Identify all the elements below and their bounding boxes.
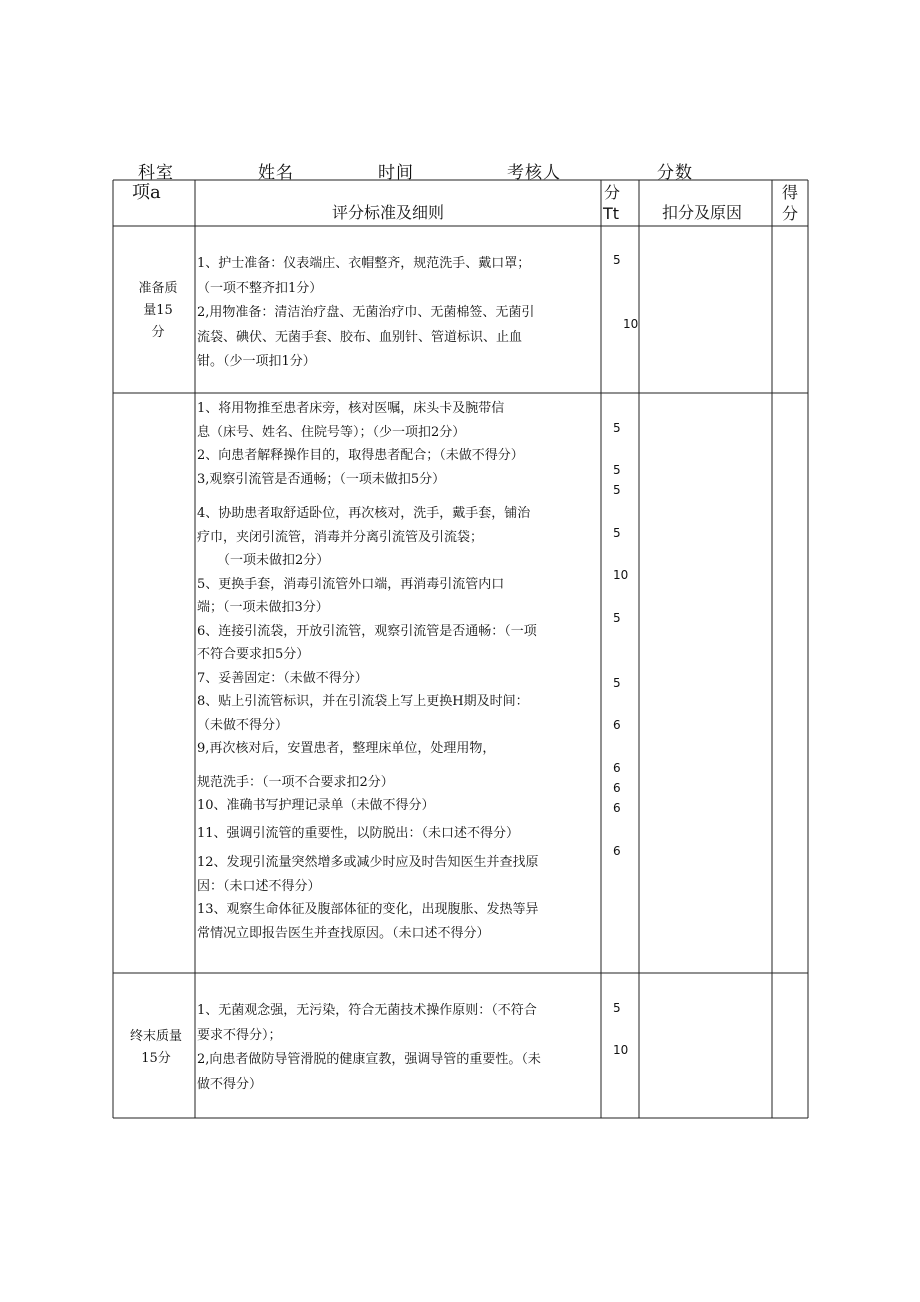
process-points: 5	[613, 611, 621, 625]
time-label: 时间	[378, 163, 414, 183]
criteria-line: 3,观察引流管是否通畅；（一项未做扣5分）	[197, 471, 446, 487]
criteria-line: 因：（未口述不得分）	[197, 878, 321, 894]
process-points: 6	[613, 801, 621, 815]
name-label: 姓名	[258, 163, 294, 183]
criteria-line: 1、无菌观念强，无污染，符合无菌技术操作原则：（不符合	[197, 1003, 537, 1018]
criteria-line: 12、发现引流量突然增多或减少时应及时告知医生并查找原	[197, 855, 539, 870]
got-header-bottom: 分	[782, 204, 799, 223]
points-header-bottom: Tt	[603, 204, 620, 223]
criteria-line: 要求不得分）；	[197, 1027, 282, 1043]
prep-points: 5	[613, 253, 621, 267]
prep-category-line: 量15	[143, 303, 173, 318]
prep-category	[118, 278, 198, 344]
criteria-line: 11、强调引流管的重要性，以防脱出：（未口述不得分）	[197, 825, 520, 841]
deduction-header: 扣分及原因	[662, 203, 743, 222]
criteria-line: 9,再次核对后，安置患者，整理床单位，处理用物，	[197, 741, 496, 756]
process-points: 5	[613, 676, 621, 690]
criteria-line: 钳。（少一项扣1分）	[197, 354, 316, 369]
criteria-line: 流袋、碘伏、无菌手套、胶布、血别针、管道标识、止血	[197, 329, 523, 345]
process-points: 10	[613, 568, 629, 582]
criteria-line: 做不得分）	[197, 1076, 263, 1092]
criteria-line: 4、协助患者取舒适卧位，再次核对，洗手，戴手套，铺治	[197, 506, 531, 521]
examiner-label: 考核人	[507, 163, 561, 183]
criteria-line: 10、准确书写护理记录单（未做不得分）	[197, 798, 435, 813]
process-points: 5	[613, 483, 621, 497]
criteria-line: 2,向患者做防导管滑脱的健康宣教，强调导管的重要性。（未	[197, 1052, 541, 1067]
criteria-line: 常情况立即报告医生并查找原因。（未口述不得分）	[197, 925, 490, 941]
process-points: 5	[613, 421, 621, 435]
process-points: 5	[613, 526, 621, 540]
process-points: 6	[613, 761, 621, 775]
process-criteria	[197, 397, 539, 945]
criteria-line: （一项未做扣2分）	[217, 553, 330, 568]
criteria-line: 1、将用物推至患者床旁，核对医嘱，床头卡及腕带信	[197, 401, 505, 416]
final-points: 10	[613, 1043, 629, 1057]
process-points: 5	[613, 463, 621, 477]
criteria-line: （一项不整齐扣1分）	[197, 280, 323, 296]
criteria-line: 5、更换手套，消毒引流管外口端，再消毒引流管内口	[197, 576, 505, 592]
criteria-header: 评分标准及细则	[332, 203, 445, 222]
score-label: 分数	[657, 163, 693, 183]
criteria-line: 6、连接引流袋，开放引流管，观察引流管是否通畅：（一项	[197, 623, 537, 639]
final-category-line: 15分	[141, 1051, 171, 1066]
prep-category-line: 准备质	[138, 281, 178, 296]
prep-category-line: 分	[151, 325, 165, 340]
points-header-top: 分	[604, 183, 621, 202]
criteria-line: 13、观察生命体征及腹部体征的变化，出现腹胀、发热等异	[197, 902, 539, 917]
final-criteria	[197, 999, 541, 1097]
process-points: 6	[613, 781, 621, 795]
criteria-line: 息（床号、姓名、住院号等）；（少一项扣2分）	[197, 424, 466, 440]
prep-criteria	[197, 252, 534, 375]
criteria-line: 2,用物准备：清洁治疗盘、无菌治疗巾、无菌棉签、无菌引	[197, 305, 535, 320]
final-points: 5	[613, 1001, 621, 1015]
item-header: 项a	[132, 182, 161, 203]
criteria-line: （未做不得分）	[197, 717, 289, 733]
criteria-line: 规范洗手：（一项不合要求扣2分）	[197, 774, 394, 790]
process-points: 6	[613, 718, 621, 732]
prep-points: 10	[623, 317, 639, 331]
final-category-line: 终末质量	[129, 1029, 182, 1044]
criteria-line: 1、护士准备：仪表端庄、衣帽整齐，规范洗手、戴口罩；	[197, 256, 531, 271]
criteria-line: 不符合要求扣5分）	[197, 647, 310, 662]
got-header-top: 得	[782, 183, 799, 202]
process-points: 6	[613, 844, 621, 858]
criteria-line: 疗巾，夹闭引流管，消毒并分离引流管及引流袋；	[197, 529, 484, 545]
final-category	[116, 1026, 196, 1070]
criteria-line: 7、妥善固定：（未做不得分）	[197, 670, 368, 686]
department-label: 科室	[138, 163, 174, 183]
criteria-line: 8、贴上引流管标识，并在引流袋上写上更换H期及时间：	[197, 694, 529, 709]
criteria-line: 端；（一项未做扣3分）	[197, 600, 329, 615]
criteria-line: 2、向患者解释操作目的，取得患者配合；（未做不得分）	[197, 448, 524, 463]
